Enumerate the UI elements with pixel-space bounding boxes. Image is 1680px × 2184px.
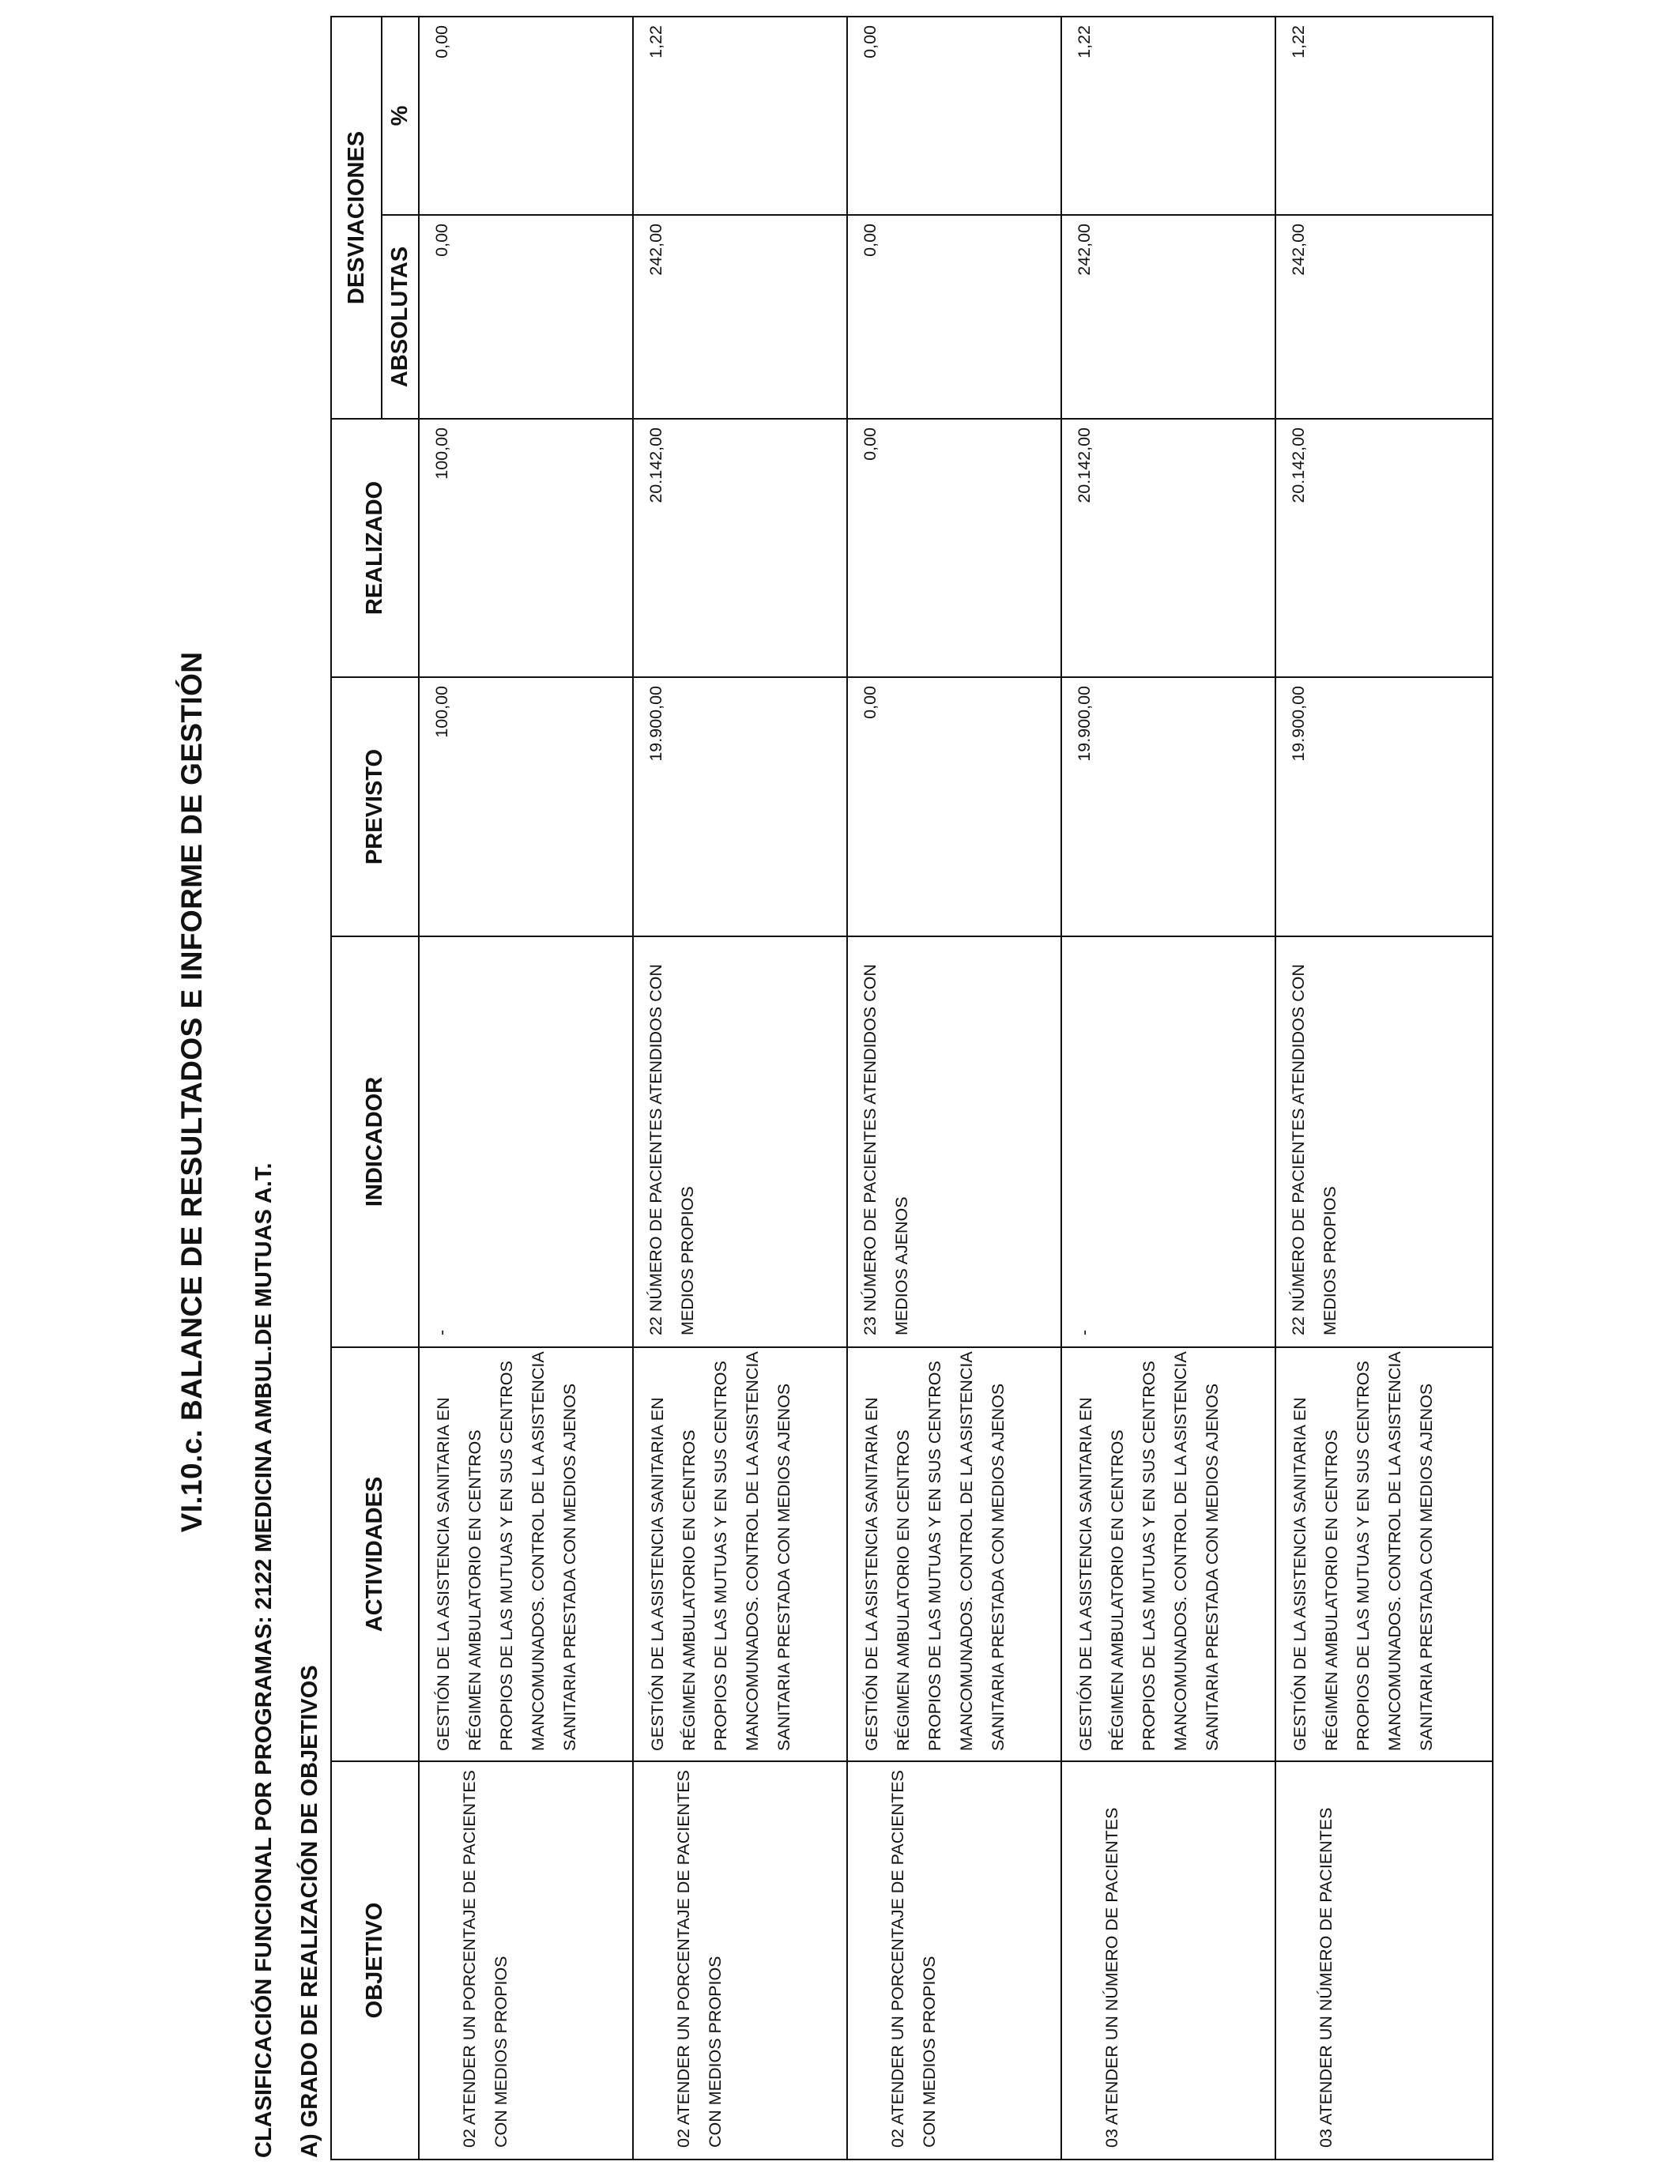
header-porcentaje: % [382, 17, 419, 215]
porcentaje-cell: 0,00 [861, 24, 880, 58]
absolutas-cell: 242,00 [646, 224, 665, 276]
objectives-table [330, 16, 1494, 2160]
header-absolutas: ABSOLUTAS [382, 215, 419, 419]
porcentaje-cell: 1,22 [1289, 24, 1308, 58]
actividades-cell: GESTIÓN DE LA ASISTENCIA SANITARIA EN RÉGIMEN AMBULATORIO EN CENTROS PROPIOS DE LAS MUTUAS Y EN SUS CENTROS MANCOMUNADOS. CONTROL DE LA ASISTENCIA SANITARIA PRESTADA CON MEDIOS AJENOS [1076, 1352, 1222, 1751]
realizado-cell: 100,00 [432, 427, 451, 480]
header-objetivo: OBJETIVO [331, 1761, 419, 2160]
table-row [419, 17, 633, 2160]
realizado-cell: 20.142,00 [646, 427, 665, 503]
absolutas-cell: 242,00 [1075, 224, 1094, 276]
actividades-cell: GESTIÓN DE LA ASISTENCIA SANITARIA EN RÉGIMEN AMBULATORIO EN CENTROS PROPIOS DE LAS MUTUAS Y EN SUS CENTROS MANCOMUNADOS. CONTROL DE LA ASISTENCIA SANITARIA PRESTADA CON MEDIOS AJENOS [648, 1352, 793, 1751]
header-actividades: ACTIVIDADES [331, 1347, 419, 1761]
porcentaje-cell: 1,22 [1075, 24, 1094, 58]
indicador-cell: 22 NÚMERO DE PACIENTES ATENDIDOS CON MEDIOS PROPIOS [646, 964, 697, 1335]
indicador-cell: - [432, 1329, 451, 1335]
realizado-cell: 20.142,00 [1289, 427, 1308, 503]
table-row [1275, 17, 1493, 2160]
header-indicador: INDICADOR [331, 936, 419, 1347]
porcentaje-cell: 1,22 [646, 24, 665, 58]
objetivo-cell: 02 ATENDER UN PORCENTAJE DE PACIENTES CON MEDIOS PROPIOS [888, 1770, 939, 2148]
section-heading: A) GRADO DE REALIZACIÓN DE OBJETIVOS [297, 1665, 322, 2158]
absolutas-cell: 0,00 [861, 224, 880, 257]
previsto-cell: 100,00 [432, 686, 451, 738]
actividades-cell: GESTIÓN DE LA ASISTENCIA SANITARIA EN RÉGIMEN AMBULATORIO EN CENTROS PROPIOS DE LAS MUTUAS Y EN SUS CENTROS MANCOMUNADOS. CONTROL DE LA ASISTENCIA SANITARIA PRESTADA CON MEDIOS AJENOS [1290, 1352, 1436, 1751]
table-row [1061, 17, 1275, 2160]
indicador-cell: 22 NÚMERO DE PACIENTES ATENDIDOS CON MEDIOS PROPIOS [1289, 964, 1339, 1335]
actividades-cell: GESTIÓN DE LA ASISTENCIA SANITARIA EN RÉGIMEN AMBULATORIO EN CENTROS PROPIOS DE LAS MUTUAS Y EN SUS CENTROS MANCOMUNADOS. CONTROL DE LA ASISTENCIA SANITARIA PRESTADA CON MEDIOS AJENOS [434, 1352, 579, 1751]
realizado-cell: 0,00 [861, 427, 880, 461]
header-realizado: REALIZADO [331, 419, 419, 677]
objetivo-cell: 02 ATENDER UN PORCENTAJE DE PACIENTES CON MEDIOS PROPIOS [460, 1770, 510, 2148]
realizado-cell: 20.142,00 [1075, 427, 1094, 503]
table-row [633, 17, 847, 2160]
actividades-cell: GESTIÓN DE LA ASISTENCIA SANITARIA EN RÉGIMEN AMBULATORIO EN CENTROS PROPIOS DE LAS MUTUAS Y EN SUS CENTROS MANCOMUNADOS. CONTROL DE LA ASISTENCIA SANITARIA PRESTADA CON MEDIOS AJENOS [862, 1352, 1008, 1751]
header-desviaciones: DESVIACIONES [331, 17, 382, 419]
previsto-cell: 19.900,00 [646, 686, 665, 762]
previsto-cell: 19.900,00 [1075, 686, 1094, 762]
absolutas-cell: 242,00 [1289, 224, 1308, 276]
table-row [847, 17, 1061, 2160]
document-title: VI.10.c. BALANCE DE RESULTADOS E INFORME DE GESTIÓN [175, 651, 208, 1533]
previsto-cell: 19.900,00 [1289, 686, 1308, 762]
objetivo-cell: 02 ATENDER UN PORCENTAJE DE PACIENTES CON MEDIOS PROPIOS [674, 1770, 725, 2148]
porcentaje-cell: 0,00 [432, 24, 451, 58]
indicador-cell: - [1075, 1329, 1094, 1335]
previsto-cell: 0,00 [861, 686, 880, 719]
absolutas-cell: 0,00 [432, 224, 451, 257]
header-previsto: PREVISTO [331, 677, 419, 936]
objetivo-cell: 03 ATENDER UN NÚMERO DE PACIENTES [1317, 1807, 1335, 2148]
indicador-cell: 23 NÚMERO DE PACIENTES ATENDIDOS CON MEDIOS AJENOS [861, 964, 911, 1335]
objetivo-cell: 03 ATENDER UN NÚMERO DE PACIENTES [1102, 1807, 1121, 2148]
program-classification: CLASIFICACIÓN FUNCIONAL POR PROGRAMAS: 2122 MEDICINA AMBUL.DE MUTUAS A.T. [251, 1162, 277, 2158]
